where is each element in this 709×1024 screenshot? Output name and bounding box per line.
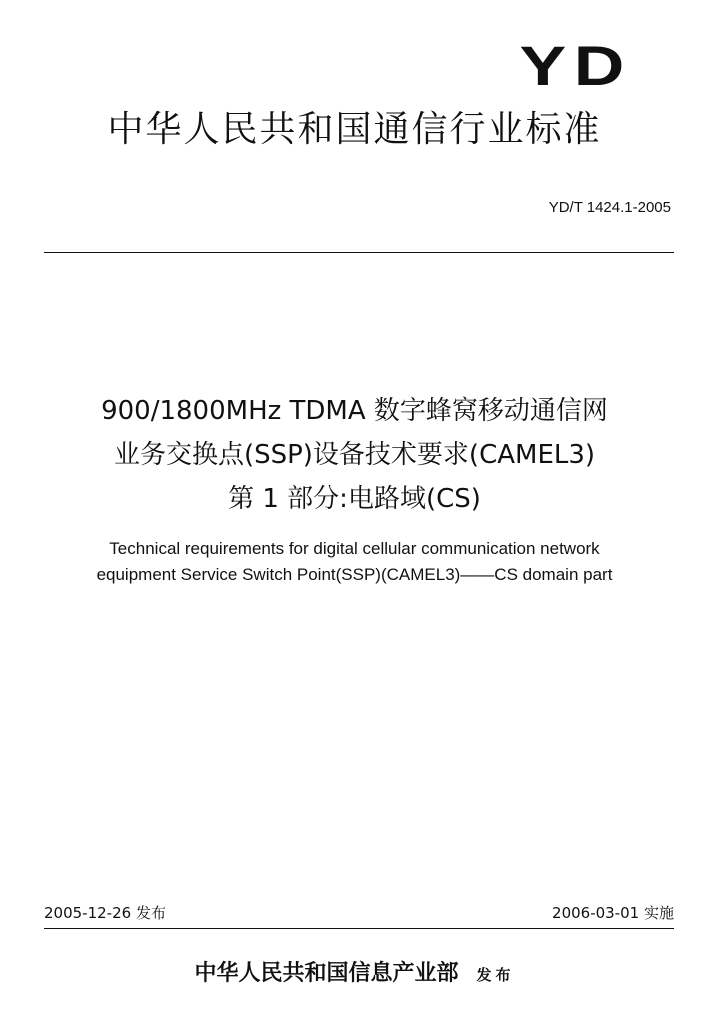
header-divider xyxy=(44,252,674,253)
english-title-line-2: equipment Service Switch Point(SSP)(CAMEL3)——CS domain part xyxy=(96,565,613,584)
yd-logo: YD xyxy=(519,34,632,97)
footer-divider xyxy=(44,928,674,929)
standard-category-title: 中华人民共和国通信行业标准 xyxy=(107,109,602,150)
standard-number: YD/T 1424.1-2005 xyxy=(548,199,671,216)
publisher-name: 中华人民共和国信息产业部 xyxy=(194,960,459,986)
publisher-action: 发布 xyxy=(476,966,515,984)
issue-date: 2005-12-26 发布 xyxy=(44,904,166,922)
chinese-title-line-3: 第 1 部分:电路域(CS) xyxy=(228,484,481,514)
english-title-line-1: Technical requirements for digital cellular communication network xyxy=(109,539,600,558)
chinese-title-line-2: 业务交换点(SSP)设备技术要求(CAMEL3) xyxy=(113,440,596,470)
implementation-date: 2006-03-01 实施 xyxy=(552,904,674,922)
publisher-line xyxy=(0,962,709,984)
chinese-title-line-1: 900/1800MHz TDMA 数字蜂窝移动通信网 xyxy=(101,396,608,426)
